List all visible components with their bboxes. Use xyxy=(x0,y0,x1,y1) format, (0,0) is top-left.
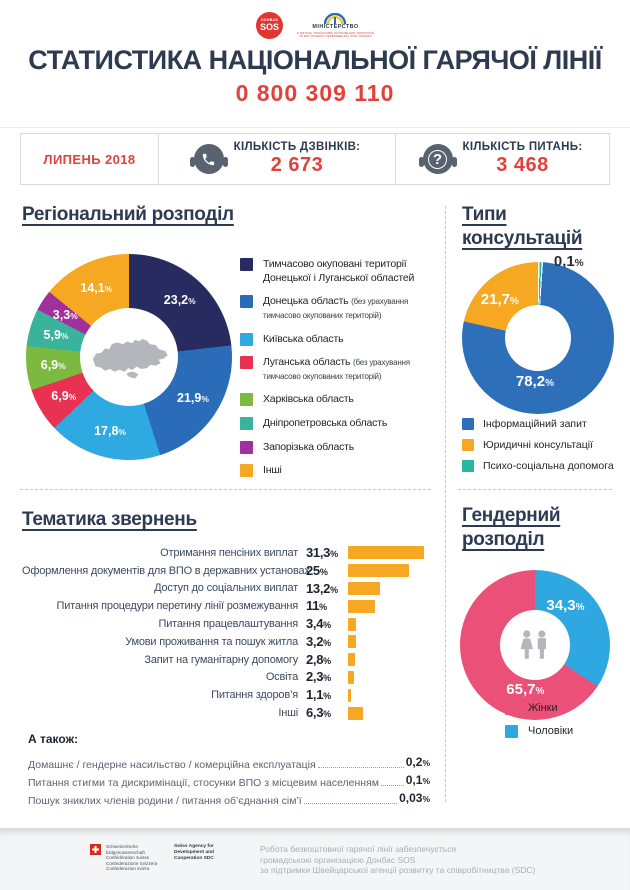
legend-swatch xyxy=(240,417,253,430)
swiss-line: Confédération suisse xyxy=(106,855,150,861)
legend-swatch xyxy=(240,333,253,346)
also-block xyxy=(28,732,430,807)
stats-bar xyxy=(20,133,610,185)
questions-label: КІЛЬКІСТЬ ПИТАНЬ: xyxy=(462,140,583,153)
calls-value: 2 673 xyxy=(270,154,324,177)
donbas-logo-main-text: SOS xyxy=(260,21,280,32)
dotted-leader xyxy=(304,803,397,804)
legend-item xyxy=(240,417,432,431)
legend-swatch xyxy=(462,460,474,472)
questions-stat xyxy=(463,141,583,177)
legend-swatch xyxy=(240,295,253,308)
ukraine-map-icon xyxy=(86,329,172,385)
swiss-line: Confederazione Svizzera xyxy=(106,860,158,866)
topic-value: 2,3% xyxy=(306,669,332,685)
stats-month-cell xyxy=(21,134,159,184)
topic-label: Запит на гуманітарну допомогу xyxy=(144,653,298,666)
topic-value: 11% xyxy=(306,598,328,614)
legend-label: Харківська область xyxy=(263,393,354,406)
topic-label: Питання процедури перетину лінії розмежування xyxy=(56,600,298,613)
topic-bar xyxy=(348,635,356,648)
legend-label: Чоловіки xyxy=(528,725,574,737)
horizontal-dashed-divider-left xyxy=(20,489,431,490)
also-row xyxy=(28,789,430,807)
legend-item xyxy=(462,418,614,430)
topic-row xyxy=(22,597,432,615)
legend-swatch xyxy=(240,258,253,271)
topics-section-title: Тематика звернень xyxy=(22,509,197,530)
topic-label: Питання здоров’я xyxy=(211,689,298,702)
legend-item xyxy=(240,464,432,478)
pie-value-label: 0,1% xyxy=(553,252,584,270)
pie-value-label: 78,2% xyxy=(515,372,554,390)
dotted-leader xyxy=(381,785,404,786)
also-label: Питання стигми та дискримінації, стосунки ВПО з місцевим населенням xyxy=(28,777,379,789)
man-woman-icon xyxy=(513,629,557,661)
question-headset-icon xyxy=(423,144,453,174)
pie-value-label: 23,2% xyxy=(163,293,196,308)
pie-value-label: 3,3% xyxy=(52,308,78,323)
pie-value-label: 65,7% xyxy=(506,681,545,699)
phone-glyph xyxy=(201,152,216,167)
ministry-logo xyxy=(297,12,374,38)
ministry-logo-subline-2: ТА ВНУТРІШНЬО ПЕРЕМІЩЕНИХ ОСІБ УКРАЇНИ xyxy=(299,34,372,39)
legend-label: Київська область xyxy=(263,332,344,345)
also-heading: А також: xyxy=(28,732,79,746)
topic-label: Освіта xyxy=(265,671,298,684)
legend-label: Дніпропетровська область xyxy=(263,417,388,430)
topic-bar xyxy=(348,653,355,666)
legend-swatch xyxy=(240,441,253,454)
pie-value-label: 17,8% xyxy=(94,423,126,438)
swiss-confederation-text xyxy=(106,844,166,872)
topic-value: 6,3% xyxy=(306,705,332,721)
legend-item xyxy=(240,333,432,347)
topic-label: Умови проживання та пошук житла xyxy=(125,635,298,648)
legend-label: Запорізька область xyxy=(263,440,355,453)
topic-value: 25% xyxy=(306,562,328,578)
swiss-line: Schweizerische Eidgenossenschaft xyxy=(106,844,145,855)
also-value: 0,1% xyxy=(405,773,430,787)
calls-stat xyxy=(234,141,361,177)
consultation-pie-hole xyxy=(505,305,571,371)
horizontal-dashed-divider-right xyxy=(458,489,612,490)
topic-label: Доступ до соціальних виплат xyxy=(154,582,298,595)
pie-value-label: 6,9% xyxy=(51,389,77,404)
topic-bar xyxy=(348,689,351,702)
topic-row xyxy=(22,580,432,598)
ministry-arch-icon xyxy=(324,13,346,24)
topic-label: Отримання пенсіних виплат xyxy=(160,546,298,559)
topic-value: 3,2% xyxy=(306,633,332,649)
swiss-agency-text: Swiss Agency for Development and Cooperation SDC xyxy=(174,844,214,861)
legend-item xyxy=(505,725,573,738)
footer xyxy=(0,828,630,890)
page-title: СТАТИСТИКА НАЦІОНАЛЬНОЇ ГАРЯЧОЇ ЛІНІЇ xyxy=(28,45,602,75)
also-value: 0,03% xyxy=(399,791,430,805)
legend-label: Юридичні консультації xyxy=(483,439,594,451)
pie-value-label: 6,9% xyxy=(40,358,66,373)
calls-label: КІЛЬКІСТЬ ДЗВІНКІВ: xyxy=(233,140,361,153)
header-logos xyxy=(0,12,630,44)
ministry-logo-name: МІНІСТЕРСТВО xyxy=(312,24,359,30)
topic-bar xyxy=(348,582,380,595)
also-value: 0,2% xyxy=(405,755,430,769)
topic-value: 1,1% xyxy=(306,687,332,703)
legend-label: Тимчасово окуповані території Донецької і Луганської областей xyxy=(263,258,415,284)
topic-row xyxy=(22,615,432,633)
topic-value: 3,4% xyxy=(306,616,332,632)
pie-value-label: 21,9% xyxy=(177,391,209,406)
legend-item xyxy=(240,356,432,383)
topic-row xyxy=(22,633,432,651)
topic-bar xyxy=(348,546,424,559)
topic-row xyxy=(22,704,432,722)
legend-note: (без урахування тимчасово окупованих територій) xyxy=(263,358,410,381)
consultation-pie-chart xyxy=(462,252,614,414)
pie-value-label: 21,7% xyxy=(480,290,519,308)
legend-swatch xyxy=(240,356,253,369)
legend-item xyxy=(240,441,432,455)
footer-note-line: Робота безкоштовної гарячої лінії забезпечується xyxy=(260,844,457,854)
gender-legend xyxy=(505,702,573,738)
legend-swatch xyxy=(240,393,253,406)
topic-value: 31,3% xyxy=(306,544,339,560)
footer-note-line: за підтримки Швейцарської агенції розвитку та співробітництва (SDC) xyxy=(260,865,536,875)
consultation-legend xyxy=(462,418,614,472)
regional-pie-chart xyxy=(26,254,232,460)
phone-headset-icon xyxy=(194,144,224,174)
vertical-dashed-divider xyxy=(445,206,446,802)
questions-value: 3 468 xyxy=(496,154,549,177)
footer-content xyxy=(0,828,630,876)
donbas-logo-top-text: DONBAS xyxy=(261,18,279,23)
topic-label: Питання працевлаштування xyxy=(158,618,298,631)
donbas-sos-logo xyxy=(256,12,283,39)
also-row xyxy=(28,753,430,771)
legend-item xyxy=(462,439,614,451)
legend-item xyxy=(505,702,573,715)
pie-value-label: 14,1% xyxy=(80,281,113,296)
legend-swatch xyxy=(505,725,518,738)
month-label: ЛИПЕНЬ 2018 xyxy=(43,151,136,167)
also-label: Домашнє / гендерне насильство / комерційна експлуатація xyxy=(28,759,316,771)
also-row xyxy=(28,771,430,789)
hotline-phone-number: 0 800 309 110 xyxy=(235,80,395,106)
legend-item xyxy=(240,258,432,285)
legend-label: Жінки xyxy=(528,702,558,714)
legend-item xyxy=(240,295,432,322)
swiss-line: Confederaziun svizra xyxy=(106,866,150,872)
swiss-flag-icon xyxy=(90,844,101,855)
stats-questions-cell xyxy=(396,134,609,184)
pie-value-label: 5,9% xyxy=(43,328,69,343)
legend-item xyxy=(240,393,432,407)
legend-label: Інформаційний запит xyxy=(483,418,587,430)
consultation-section-title: Типи консультацій xyxy=(462,204,583,249)
legend-item xyxy=(462,460,614,472)
also-label: Пошук зниклих членів родини / питання об’єднання сім’ї xyxy=(28,795,302,807)
legend-swatch xyxy=(505,702,518,715)
legend-label: Донецька область (без урахування тимчасово окупованих територій) xyxy=(263,295,409,320)
legend-swatch xyxy=(462,439,474,451)
topic-row xyxy=(22,669,432,687)
legend-note: (без урахування тимчасово окупованих територій) xyxy=(263,297,409,320)
legend-label: Інші xyxy=(263,464,282,477)
question-glyph: ? xyxy=(428,150,447,169)
regional-legend xyxy=(240,258,432,478)
stats-calls-cell xyxy=(159,134,396,184)
footer-note-line: громадською організацією Донбас SOS xyxy=(260,854,416,865)
topic-bar xyxy=(348,600,375,613)
topic-row xyxy=(22,562,432,580)
topic-value: 2,8% xyxy=(306,651,332,667)
topics-bar-chart xyxy=(22,544,432,722)
topic-row xyxy=(22,544,432,562)
topic-label: Оформлення документів для ВПО в державних установах xyxy=(22,564,310,577)
gender-pie-hole xyxy=(500,610,570,680)
legend-swatch xyxy=(240,464,253,477)
regional-section-title: Регіональний розподіл xyxy=(22,204,234,225)
topic-bar xyxy=(348,618,356,631)
gender-pie-chart xyxy=(460,570,610,720)
header-divider xyxy=(0,127,630,128)
topic-row xyxy=(22,686,432,704)
ministry-logo-subline-1: З ПИТАНЬ ТИМЧАСОВО ОКУПОВАНИХ ТЕРИТОРІЙ xyxy=(297,30,374,35)
legend-label: Луганська область (без урахування тимчасово окупованих територій) xyxy=(263,356,410,381)
topic-bar xyxy=(348,564,409,577)
dotted-leader xyxy=(318,767,404,768)
topic-label: Інші xyxy=(278,707,298,720)
footer-note xyxy=(260,844,535,876)
regional-pie-hole xyxy=(80,308,178,406)
topic-bar xyxy=(348,707,363,720)
topic-bar xyxy=(348,671,354,684)
legend-label: Психо-соціальна допомога xyxy=(483,460,614,472)
legend-swatch xyxy=(462,418,474,430)
topic-value: 13,2% xyxy=(306,580,339,596)
pie-value-label: 34,3% xyxy=(546,596,585,614)
topic-row xyxy=(22,651,432,669)
gender-section-title: Гендерний розподіл xyxy=(462,505,561,550)
